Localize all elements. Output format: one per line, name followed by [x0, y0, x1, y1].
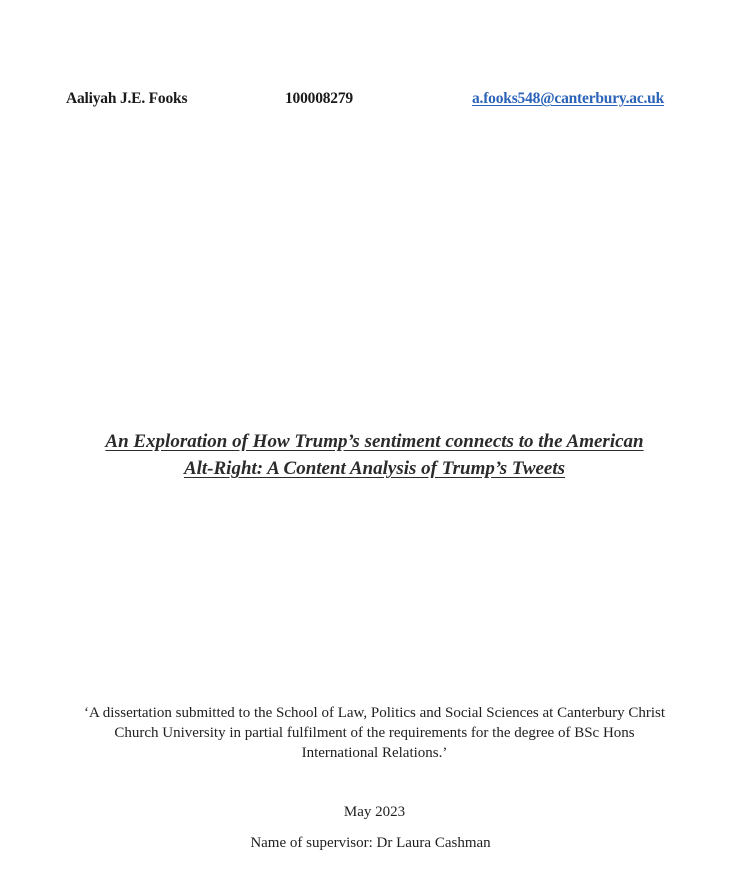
- email-link[interactable]: a.fooks548@canterbury.ac.uk: [472, 90, 665, 107]
- title-line-2: Alt-Right: A Content Analysis of Trump’s Tweets: [183, 458, 566, 479]
- header-row: [0, 90, 749, 112]
- supervisor-name: Name of supervisor: Dr Laura Cashman: [250, 835, 491, 851]
- statement-line-2: Church University in partial fulfilment of the requirements for the degree of BSc Hons: [114, 725, 635, 741]
- submission-statement: [40, 703, 709, 763]
- student-id: 100008279: [285, 90, 353, 107]
- author-name: Aaliyah J.E. Fooks: [66, 90, 188, 107]
- title-line-1: An Exploration of How Trump’s sentiment connects to the American: [105, 431, 644, 452]
- statement-line-1: ‘A dissertation submitted to the School of Law, Politics and Social Sciences at Canterbury Christ: [83, 705, 665, 721]
- submission-date: May 2023: [343, 804, 406, 820]
- dissertation-title: [40, 428, 709, 482]
- statement-line-3: International Relations.’: [301, 745, 448, 761]
